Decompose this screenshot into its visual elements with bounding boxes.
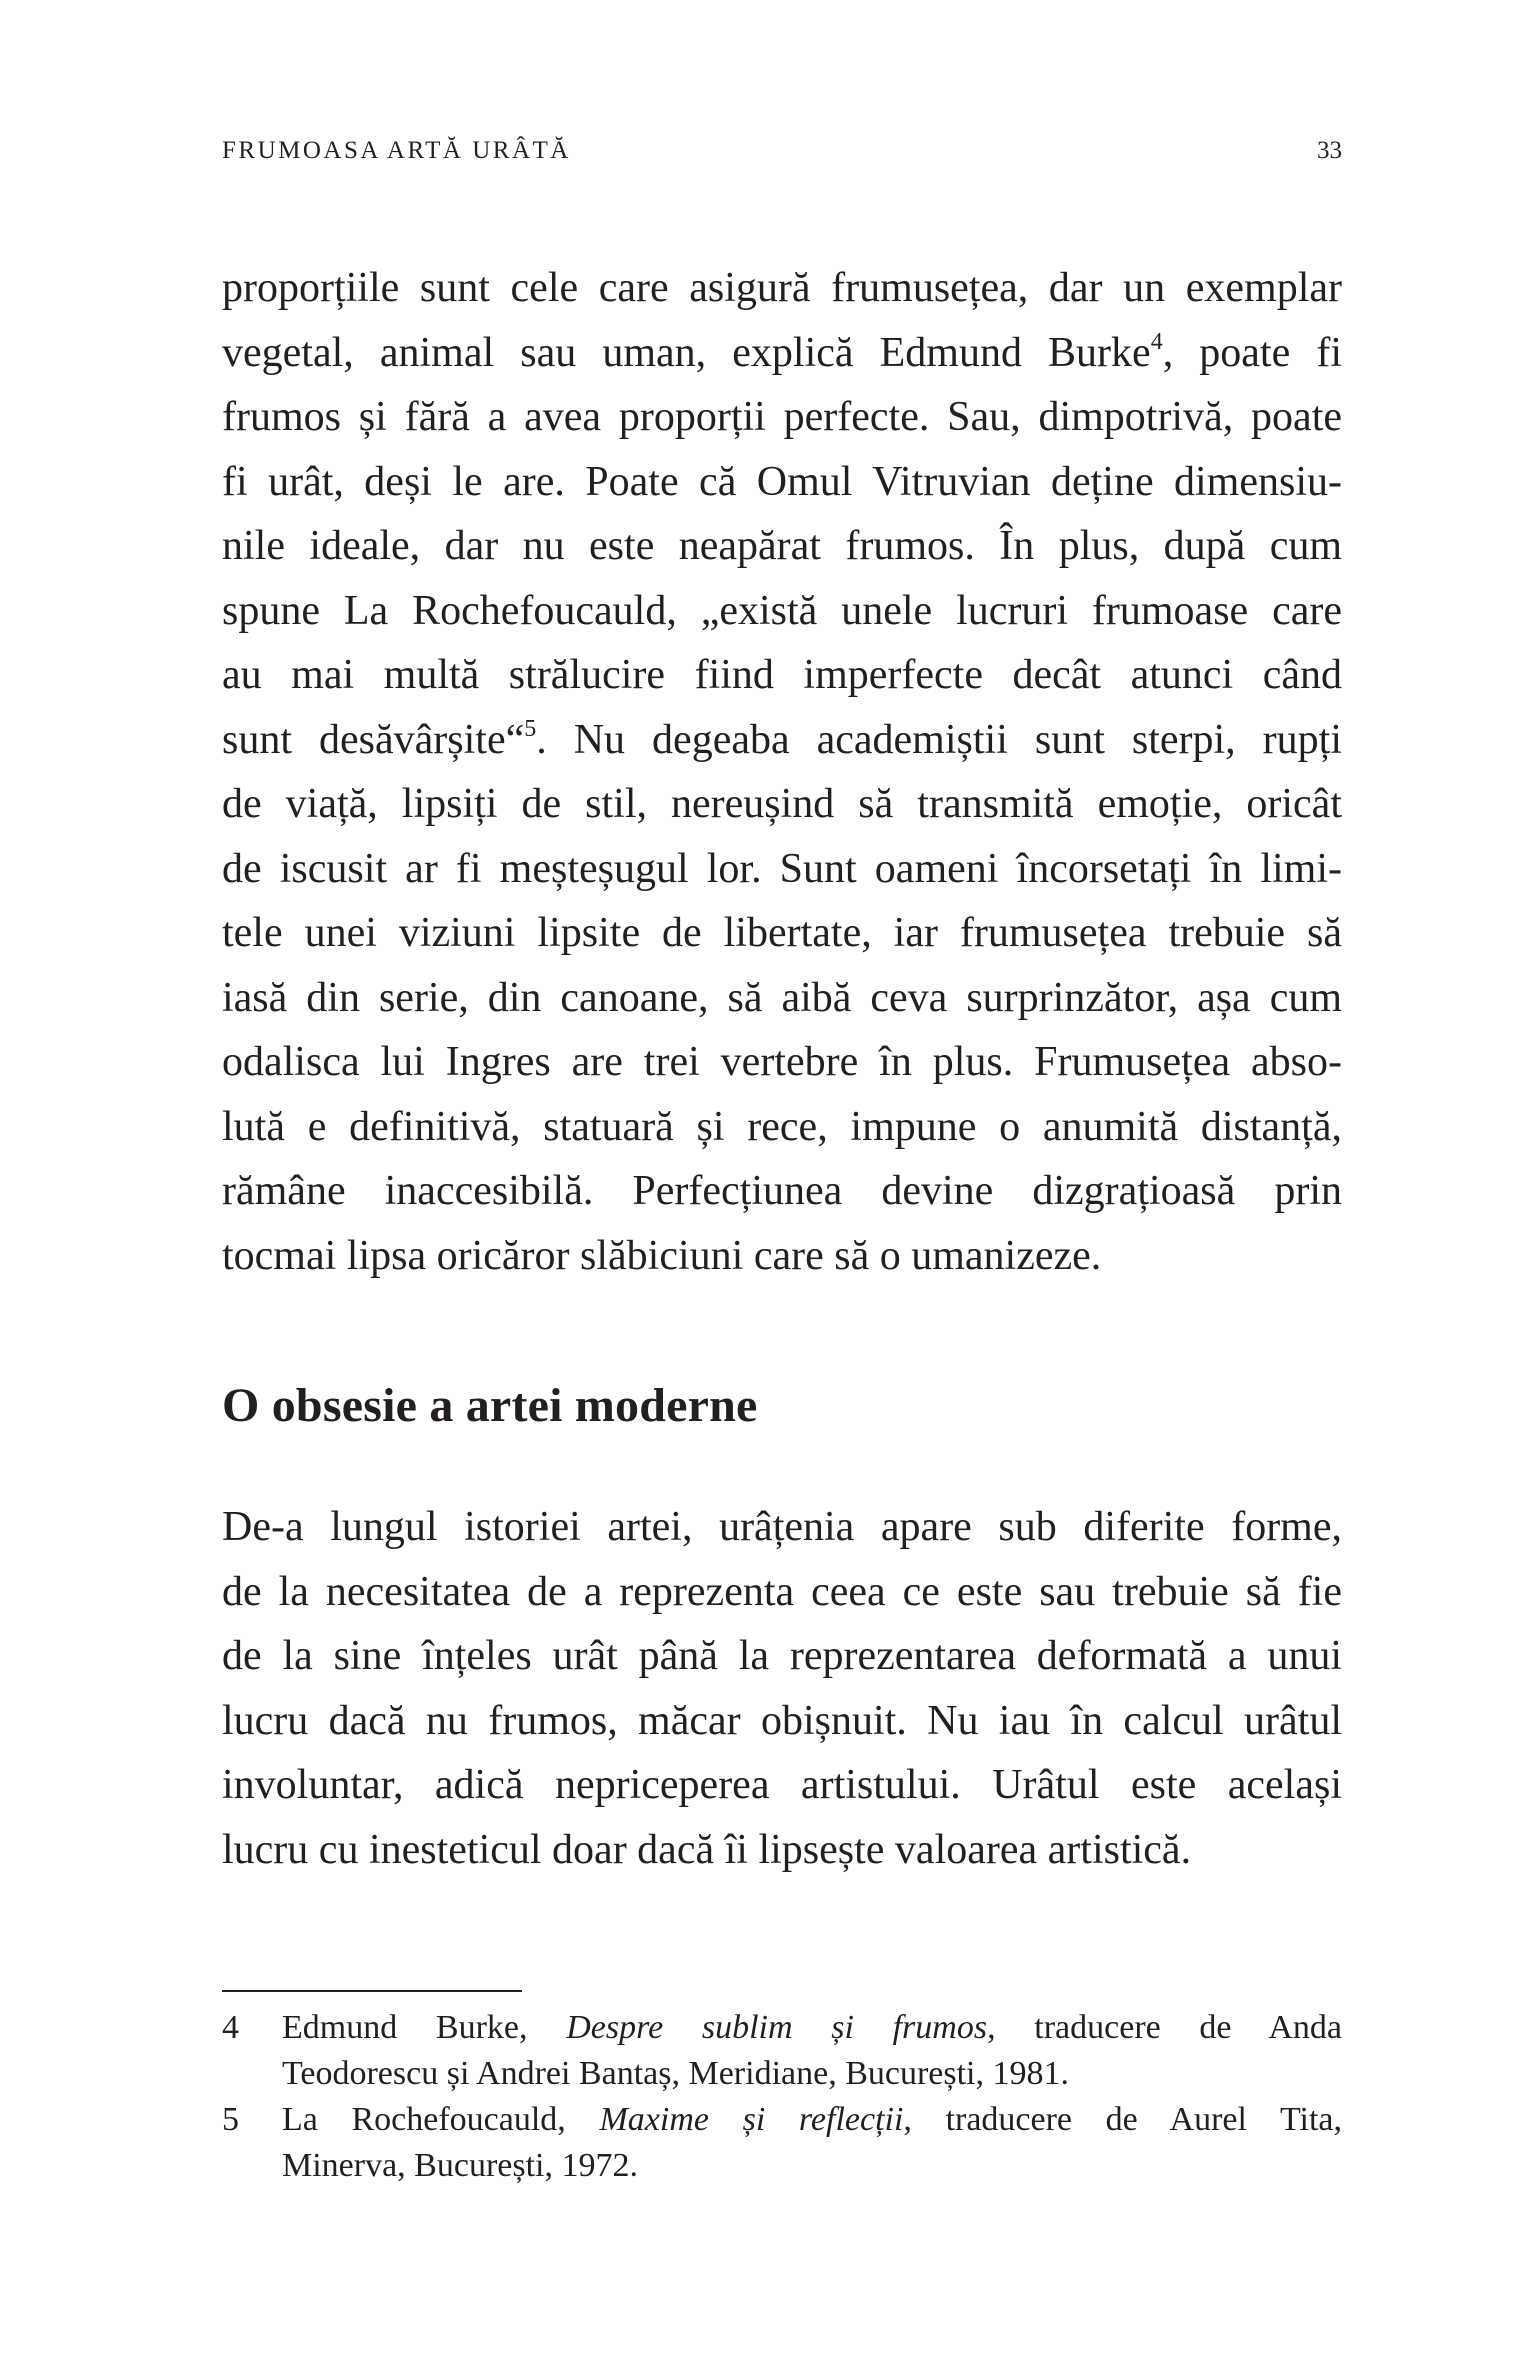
text-line: proporțiile sunt cele care asigură frumusețea, dar un exemplar	[222, 265, 1342, 311]
text-line: tocmai lipsa oricăror slăbiciuni care să o umanizeze.	[222, 1232, 1102, 1279]
footnote-text: , traducere de Anda	[987, 2009, 1342, 2046]
text-fragment: vegetal, animal sau uman, explică Edmund Burke	[222, 329, 1151, 376]
text-line: lută e definitivă, statuară și rece, impune o anumită distanță,	[222, 1103, 1342, 1150]
footnote-author: La Rochefoucauld,	[282, 2101, 600, 2138]
text-line: fi urât, deși le are. Poate că Omul Vitruvian deține dimensiu-	[222, 458, 1342, 505]
text-line: tele unei viziuni lipsite de libertate, iar frumusețea trebuie să	[222, 910, 1342, 956]
text-line	[222, 708, 1342, 773]
footnote-4	[222, 2005, 1342, 2097]
page-number: 33	[1317, 137, 1342, 164]
footnote-text: , traducere de Aurel Tita,	[903, 2101, 1343, 2138]
footnote-author: Edmund Burke,	[282, 2009, 567, 2046]
text-line: De-a lungul istoriei artei, urâțenia apare sub diferite forme,	[222, 1504, 1342, 1550]
text-line: involuntar, adică nepriceperea artistului. Urâtul este același	[222, 1762, 1342, 1808]
footnote-line	[282, 2005, 1342, 2051]
footnote-ref-4[interactable]: 4	[1150, 328, 1163, 355]
footnote-body	[282, 2097, 1342, 2189]
footnote-line: Teodorescu și Andrei Bantaș, Meridiane, București, 1981.	[282, 2055, 1069, 2092]
footnote-divider	[222, 1990, 522, 1992]
footnote-number: 4	[222, 2009, 239, 2046]
text-line	[222, 321, 1342, 386]
footnote-5	[222, 2097, 1342, 2189]
text-line: lucru cu inesteticul doar dacă îi lipsește valoarea artistică.	[222, 1826, 1192, 1873]
footnotes	[222, 2005, 1342, 2189]
text-line: iasă din serie, din canoane, să aibă ceva surprinzător, așa cum	[222, 974, 1342, 1021]
section-heading: O obsesie a artei moderne	[222, 1379, 758, 1432]
text-fragment: sunt desăvârșite“	[222, 716, 525, 763]
text-fragment: , poate fi	[1162, 329, 1342, 376]
footnote-body	[282, 2005, 1342, 2097]
running-head	[222, 137, 1342, 165]
text-line: odalisca lui Ingres are trei vertebre în plus. Frumusețea abso-	[222, 1039, 1342, 1085]
footnote-line: Minerva, București, 1972.	[282, 2147, 638, 2184]
text-line: rămâne inaccesibilă. Perfecțiunea devine dizgrațioasă prin	[222, 1168, 1342, 1214]
footnote-title: Maxime și reflecții	[599, 2101, 904, 2138]
text-line: frumos și fără a avea proporții perfecte. Sau, dimpotrivă, poate	[222, 394, 1342, 440]
text-line: de la sine înțeles urât până la reprezentarea deformată a unui	[222, 1633, 1342, 1679]
text-line: lucru dacă nu frumos, măcar obișnuit. Nu iau în calcul urâtul	[222, 1697, 1342, 1744]
text-line: spune La Rochefoucauld, „există unele lucruri frumoase care	[222, 587, 1342, 634]
text-line: de la necesitatea de a reprezenta ceea ce este sau trebuie să fie	[222, 1568, 1342, 1615]
footnote-line	[282, 2097, 1342, 2143]
text-fragment: . Nu degeaba academiștii sunt sterpi, rupți	[536, 716, 1342, 763]
text-line: de iscusit ar fi meșteșugul lor. Sunt oameni încorsetați în limi-	[222, 845, 1342, 892]
paragraph-1	[222, 256, 1342, 1288]
text-line: de viață, lipsiți de stil, nereușind să transmită emoție, oricât	[222, 781, 1342, 827]
running-head-title: FRUMOASA ARTĂ URÂTĂ	[222, 137, 571, 164]
text-line: nile ideale, dar nu este neapărat frumos. În plus, după cum	[222, 523, 1342, 569]
footnote-ref-5[interactable]: 5	[524, 715, 537, 742]
paragraph-2	[222, 1495, 1342, 1882]
footnote-title: Despre sublim și frumos	[566, 2009, 988, 2046]
footnote-number: 5	[222, 2101, 239, 2138]
text-line: au mai multă strălucire fiind imperfecte decât atunci când	[222, 652, 1342, 698]
